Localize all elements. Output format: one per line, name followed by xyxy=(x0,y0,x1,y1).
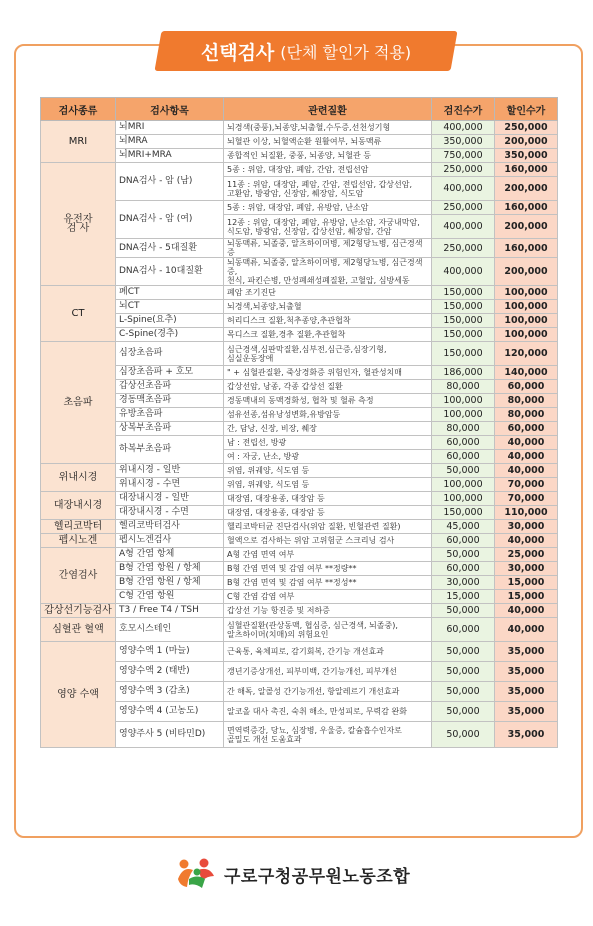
discount-price-cell: 15,000 xyxy=(495,590,558,604)
exam-item-cell: C형 간염 항원 xyxy=(116,590,224,604)
discount-price-cell: 60,000 xyxy=(495,380,558,394)
header-regular-price: 검진수가 xyxy=(432,98,495,121)
regular-price-cell: 60,000 xyxy=(432,534,495,548)
discount-price-cell: 40,000 xyxy=(495,450,558,464)
discount-price-cell: 30,000 xyxy=(495,562,558,576)
header-category: 검사종류 xyxy=(41,98,116,121)
exam-item-cell: 영양주사 5 (비타민D) xyxy=(116,722,224,748)
discount-price-cell: 15,000 xyxy=(495,576,558,590)
disease-cell: 갑상선 기능 항진증 및 저하증 xyxy=(224,604,432,618)
table-row xyxy=(41,366,558,380)
table-row xyxy=(41,258,558,286)
disease-cell: B형 간염 면역 및 감염 여부 **정량** xyxy=(224,562,432,576)
category-cell: 펩시노겐 xyxy=(41,534,116,548)
disease-cell: 뇌동맥류, 뇌졸중, 알츠하이머병, 제2형당뇨병, 심근경색증, 천식, 파킨슨병, 만성폐쇄성폐질환, 고혈압, 심방세동 xyxy=(224,258,432,286)
table-row xyxy=(41,408,558,422)
exam-item-cell: 위내시경 - 수면 xyxy=(116,478,224,492)
regular-price-cell: 100,000 xyxy=(432,394,495,408)
disease-cell: 갱년기증상개선, 피부미백, 간기능개선, 피부개선 xyxy=(224,662,432,682)
table-row xyxy=(41,135,558,149)
regular-price-cell: 100,000 xyxy=(432,408,495,422)
table-row xyxy=(41,506,558,520)
disease-cell: 위염, 위궤양, 식도염 등 xyxy=(224,464,432,478)
exam-item-cell: L-Spine(요추) xyxy=(116,314,224,328)
table-row xyxy=(41,642,558,662)
category-cell: 헬리코박터 xyxy=(41,520,116,534)
exam-item-cell: 헬리코박터검사 xyxy=(116,520,224,534)
table-row xyxy=(41,682,558,702)
exam-item-cell: 심장초음파 xyxy=(116,342,224,366)
exam-item-cell: 뇌MRI xyxy=(116,121,224,135)
discount-price-cell: 35,000 xyxy=(495,722,558,748)
regular-price-cell: 400,000 xyxy=(432,215,495,239)
table-header-row xyxy=(41,98,558,121)
regular-price-cell: 80,000 xyxy=(432,380,495,394)
exam-item-cell: 뇌CT xyxy=(116,300,224,314)
table-row xyxy=(41,478,558,492)
regular-price-cell: 250,000 xyxy=(432,163,495,177)
table-row xyxy=(41,520,558,534)
regular-price-cell: 60,000 xyxy=(432,450,495,464)
table-row xyxy=(41,464,558,478)
regular-price-cell: 60,000 xyxy=(432,618,495,642)
disease-cell: 섬유선종,섬유낭성변화,유방암등 xyxy=(224,408,432,422)
exam-item-cell: 폐CT xyxy=(116,286,224,300)
table-row xyxy=(41,342,558,366)
discount-price-cell: 160,000 xyxy=(495,201,558,215)
title-main: 선택검사 xyxy=(200,41,275,64)
table-row xyxy=(41,201,558,215)
exam-item-cell: 호모시스테인 xyxy=(116,618,224,642)
table-row xyxy=(41,576,558,590)
discount-price-cell: 40,000 xyxy=(495,534,558,548)
discount-price-cell: 250,000 xyxy=(495,121,558,135)
exam-item-cell: T3 / Free T4 / TSH xyxy=(116,604,224,618)
disease-cell: 대장염, 대장용종, 대장암 등 xyxy=(224,492,432,506)
exam-item-cell: C-Spine(경추) xyxy=(116,328,224,342)
table-row xyxy=(41,534,558,548)
regular-price-cell: 50,000 xyxy=(432,604,495,618)
discount-price-cell: 30,000 xyxy=(495,520,558,534)
regular-price-cell: 50,000 xyxy=(432,642,495,662)
exam-item-cell: DNA검사 - 5대질환 xyxy=(116,239,224,258)
disease-cell: 알코올 대사 촉진, 숙취 해소, 만성피로, 무력감 완화 xyxy=(224,702,432,722)
discount-price-cell: 200,000 xyxy=(495,215,558,239)
regular-price-cell: 400,000 xyxy=(432,258,495,286)
exam-item-cell: 대장내시경 - 일반 xyxy=(116,492,224,506)
table-row xyxy=(41,604,558,618)
table-row xyxy=(41,422,558,436)
discount-price-cell: 140,000 xyxy=(495,366,558,380)
category-cell: 위내시경 xyxy=(41,464,116,492)
discount-price-cell: 200,000 xyxy=(495,258,558,286)
regular-price-cell: 350,000 xyxy=(432,135,495,149)
table-row xyxy=(41,702,558,722)
table-row xyxy=(41,286,558,300)
discount-price-cell: 35,000 xyxy=(495,662,558,682)
disease-cell: " + 심혈관질환, 죽상경화증 위험인자, 혈관성치매 xyxy=(224,366,432,380)
discount-price-cell: 200,000 xyxy=(495,135,558,149)
table-row xyxy=(41,562,558,576)
disease-cell: 경동맥내의 동맥경화성, 협착 및 혈류 측정 xyxy=(224,394,432,408)
table-row xyxy=(41,394,558,408)
discount-price-cell: 80,000 xyxy=(495,408,558,422)
table-row xyxy=(41,380,558,394)
disease-cell: 근육통, 육체피로, 감기회복, 간기능 개선효과 xyxy=(224,642,432,662)
table-row xyxy=(41,314,558,328)
disease-cell: 대장염, 대장용종, 대장암 등 xyxy=(224,506,432,520)
table-row xyxy=(41,328,558,342)
disease-cell: 뇌경색(중풍),뇌종양,뇌출혈,수두증,선천성기형 xyxy=(224,121,432,135)
footer xyxy=(176,857,410,891)
disease-cell: 12종 : 위암, 대장암, 폐암, 유방암, 난소암, 자궁내막암, 식도암, 방광암, 신장암, 갑상선암, 췌장암, 간암 xyxy=(224,215,432,239)
exam-item-cell: 펩시노겐검사 xyxy=(116,534,224,548)
category-cell: 대장내시경 xyxy=(41,492,116,520)
exam-item-cell: 뇌MRI+MRA xyxy=(116,149,224,163)
discount-price-cell: 100,000 xyxy=(495,300,558,314)
category-cell: 갑상선기능검사 xyxy=(41,604,116,618)
table-row xyxy=(41,300,558,314)
exam-item-cell: A형 간염 항체 xyxy=(116,548,224,562)
disease-cell: A형 간염 면역 여부 xyxy=(224,548,432,562)
discount-price-cell: 110,000 xyxy=(495,506,558,520)
table-row xyxy=(41,722,558,748)
disease-cell: C형 간염 감염 여부 xyxy=(224,590,432,604)
disease-cell: 5종 : 위암, 대장암, 폐암, 간암, 전립선암 xyxy=(224,163,432,177)
discount-price-cell: 100,000 xyxy=(495,328,558,342)
union-logo-icon xyxy=(176,857,216,891)
discount-price-cell: 40,000 xyxy=(495,464,558,478)
regular-price-cell: 80,000 xyxy=(432,422,495,436)
table-row xyxy=(41,436,558,450)
regular-price-cell: 100,000 xyxy=(432,492,495,506)
discount-price-cell: 100,000 xyxy=(495,314,558,328)
exam-item-cell: 경동맥초음파 xyxy=(116,394,224,408)
exam-item-cell: B형 간염 항원 / 항체 xyxy=(116,576,224,590)
regular-price-cell: 150,000 xyxy=(432,286,495,300)
category-cell: 간염검사 xyxy=(41,548,116,604)
table-row xyxy=(41,590,558,604)
exam-item-cell: 영양수액 1 (마늘) xyxy=(116,642,224,662)
disease-cell: 허리디스크 질환,척추종양,추관협착 xyxy=(224,314,432,328)
table-row xyxy=(41,548,558,562)
disease-cell: 종합적인 뇌질환, 중풍, 뇌종양, 뇌혈관 등 xyxy=(224,149,432,163)
regular-price-cell: 50,000 xyxy=(432,682,495,702)
regular-price-cell: 250,000 xyxy=(432,239,495,258)
exam-item-cell: 위내시경 - 일반 xyxy=(116,464,224,478)
discount-price-cell: 35,000 xyxy=(495,702,558,722)
exam-item-cell: 영양수액 3 (감초) xyxy=(116,682,224,702)
regular-price-cell: 250,000 xyxy=(432,201,495,215)
discount-price-cell: 60,000 xyxy=(495,422,558,436)
regular-price-cell: 60,000 xyxy=(432,436,495,450)
disease-cell: 뇌동맥류, 뇌졸중, 알츠하이머병, 제2형당뇨병, 심근경색증 xyxy=(224,239,432,258)
disease-cell: B형 간염 면역 및 감염 여부 **정성** xyxy=(224,576,432,590)
discount-price-cell: 80,000 xyxy=(495,394,558,408)
regular-price-cell: 150,000 xyxy=(432,300,495,314)
discount-price-cell: 200,000 xyxy=(495,177,558,201)
title xyxy=(158,31,454,71)
discount-price-cell: 40,000 xyxy=(495,436,558,450)
exam-item-cell: DNA검사 - 암 (여) xyxy=(116,201,224,239)
exam-item-cell: 영양수액 2 (태반) xyxy=(116,662,224,682)
table-row xyxy=(41,618,558,642)
regular-price-cell: 150,000 xyxy=(432,506,495,520)
regular-price-cell: 60,000 xyxy=(432,562,495,576)
header-item: 검사항목 xyxy=(116,98,224,121)
disease-cell: 5종 : 위암, 대장암, 폐암, 유방암, 난소암 xyxy=(224,201,432,215)
discount-price-cell: 160,000 xyxy=(495,163,558,177)
disease-cell: 헬리코박터균 진단검사(위암 질환, 빈혈관련 질환) xyxy=(224,520,432,534)
header-disease: 관련질환 xyxy=(224,98,432,121)
regular-price-cell: 150,000 xyxy=(432,342,495,366)
regular-price-cell: 50,000 xyxy=(432,662,495,682)
exam-item-cell: 갑상선초음파 xyxy=(116,380,224,394)
regular-price-cell: 100,000 xyxy=(432,478,495,492)
discount-price-cell: 35,000 xyxy=(495,682,558,702)
disease-cell: 심혈관질환(관상동맥, 협심증, 심근경색, 뇌졸중), 알츠하이머(치매)의 위험요인 xyxy=(224,618,432,642)
regular-price-cell: 400,000 xyxy=(432,121,495,135)
discount-price-cell: 100,000 xyxy=(495,286,558,300)
regular-price-cell: 150,000 xyxy=(432,314,495,328)
discount-price-cell: 25,000 xyxy=(495,548,558,562)
discount-price-cell: 160,000 xyxy=(495,239,558,258)
disease-cell: 갑상선암, 낭종, 각종 갑상선 질환 xyxy=(224,380,432,394)
exam-item-cell: 하복부초음파 xyxy=(116,436,224,464)
exam-item-cell: B형 간염 항원 / 항체 xyxy=(116,562,224,576)
disease-cell: 여 : 자궁, 난소, 방광 xyxy=(224,450,432,464)
regular-price-cell: 400,000 xyxy=(432,177,495,201)
disease-cell: 심근경색,심판막질환,심부전,심근증,심장기형, 심실운동장애 xyxy=(224,342,432,366)
regular-price-cell: 50,000 xyxy=(432,722,495,748)
regular-price-cell: 50,000 xyxy=(432,548,495,562)
exam-item-cell: 유방초음파 xyxy=(116,408,224,422)
price-table xyxy=(40,97,558,748)
discount-price-cell: 120,000 xyxy=(495,342,558,366)
regular-price-cell: 45,000 xyxy=(432,520,495,534)
discount-price-cell: 40,000 xyxy=(495,618,558,642)
disease-cell: 남 : 전립선, 방광 xyxy=(224,436,432,450)
disease-cell: 11종 : 위암, 대장암, 폐암, 간암, 전립선암, 갑상선암, 고환암, 방광암, 신장암, 췌장암, 식도암 xyxy=(224,177,432,201)
table-row xyxy=(41,492,558,506)
regular-price-cell: 50,000 xyxy=(432,464,495,478)
disease-cell: 폐암 조기진단 xyxy=(224,286,432,300)
disease-cell: 간 해독, 알콜성 간기능개선, 항알레르기 개선효과 xyxy=(224,682,432,702)
exam-item-cell: 영양수액 4 (고농도) xyxy=(116,702,224,722)
table-row xyxy=(41,121,558,135)
exam-item-cell: 심장초음파 + 호모 xyxy=(116,366,224,380)
table-row xyxy=(41,662,558,682)
discount-price-cell: 40,000 xyxy=(495,604,558,618)
table-row xyxy=(41,163,558,177)
discount-price-cell: 70,000 xyxy=(495,478,558,492)
category-cell: 영양 수액 xyxy=(41,642,116,748)
title-subtitle: (단체 할인가 적용) xyxy=(280,42,412,62)
category-cell: CT xyxy=(41,286,116,342)
disease-cell: 위염, 위궤양, 식도염 등 xyxy=(224,478,432,492)
disease-cell: 혈액으로 검사하는 위암 고위험군 스크리닝 검사 xyxy=(224,534,432,548)
regular-price-cell: 186,000 xyxy=(432,366,495,380)
category-cell: MRI xyxy=(41,121,116,163)
organization-name: 구로구청공무원노동조합 xyxy=(224,866,411,887)
category-cell: 유전자 검 사 xyxy=(41,163,116,286)
regular-price-cell: 50,000 xyxy=(432,702,495,722)
discount-price-cell: 350,000 xyxy=(495,149,558,163)
disease-cell: 면역력증강, 당뇨, 심장병, 우울증, 칼슘흡수인자로 골밀도 개선 도움효과 xyxy=(224,722,432,748)
exam-item-cell: 상복부초음파 xyxy=(116,422,224,436)
table-row xyxy=(41,239,558,258)
exam-item-cell: DNA검사 - 암 (남) xyxy=(116,163,224,201)
disease-cell: 목디스크 질환,경추 질환,추관협착 xyxy=(224,328,432,342)
exam-item-cell: 뇌MRA xyxy=(116,135,224,149)
table-row xyxy=(41,149,558,163)
regular-price-cell: 30,000 xyxy=(432,576,495,590)
regular-price-cell: 150,000 xyxy=(432,328,495,342)
regular-price-cell: 15,000 xyxy=(432,590,495,604)
discount-price-cell: 35,000 xyxy=(495,642,558,662)
header-discount-price: 할인수가 xyxy=(495,98,558,121)
category-cell: 초음파 xyxy=(41,342,116,464)
disease-cell: 뇌경색,뇌종양,뇌출혈 xyxy=(224,300,432,314)
discount-price-cell: 70,000 xyxy=(495,492,558,506)
exam-item-cell: DNA검사 - 10대질환 xyxy=(116,258,224,286)
disease-cell: 간, 담낭, 신장, 비장, 췌장 xyxy=(224,422,432,436)
category-cell: 심혈관 혈액 xyxy=(41,618,116,642)
disease-cell: 뇌혈관 이상, 뇌혈액순환 원활여부, 뇌동맥류 xyxy=(224,135,432,149)
regular-price-cell: 750,000 xyxy=(432,149,495,163)
exam-item-cell: 대장내시경 - 수면 xyxy=(116,506,224,520)
